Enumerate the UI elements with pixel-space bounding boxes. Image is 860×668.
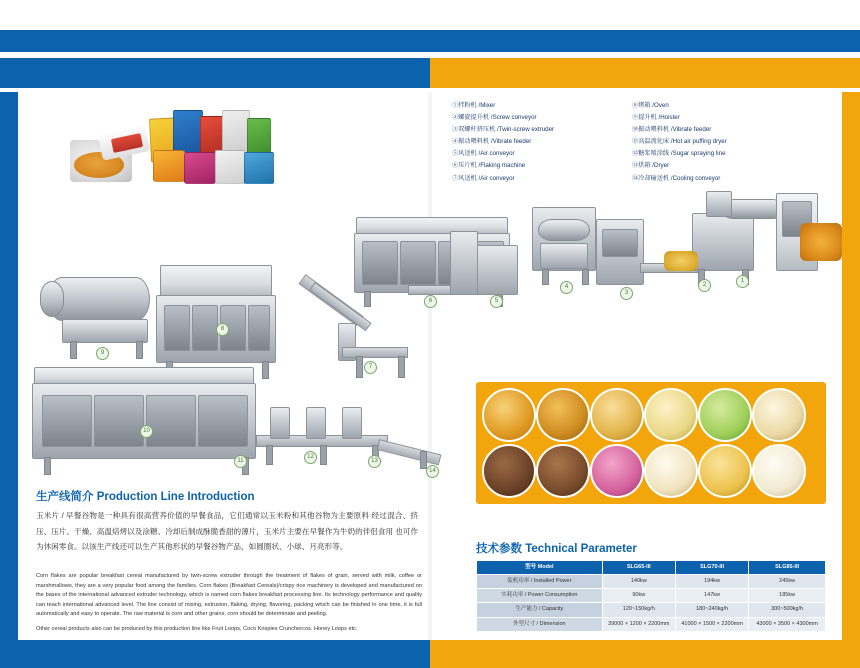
- dryer-panel: [400, 241, 436, 285]
- food-photo-corn-puff: [698, 444, 752, 498]
- lower-dryer-panel: [94, 395, 144, 447]
- legend-item: ⑩振动喂料机 /Vibrate feeder: [632, 126, 712, 134]
- header-blue-band: [0, 58, 430, 88]
- legend-item: ④振动喂料机 /Vibrate feeder: [452, 138, 532, 146]
- callout-badge: 7: [364, 361, 377, 374]
- machine-leg: [70, 341, 77, 359]
- table-header-cell: SLG70-III: [675, 561, 748, 575]
- food-photo-flakes-bowl: [536, 388, 590, 442]
- spray-nozzle-stand: [270, 407, 290, 439]
- legend-item: ③双螺杆挤压机 /Twin-screw extruder: [452, 126, 555, 134]
- table-row-label: 装机功率 / Installed Power: [477, 575, 603, 589]
- callout-badge: 5: [490, 295, 503, 308]
- legend-item: ⑦风送机 /Air conveyor: [452, 174, 515, 182]
- table-cell: 120~150kg/h: [602, 603, 675, 617]
- intro-title-en: Production Line Introduction: [96, 491, 255, 503]
- extruded-product-pile: [800, 223, 842, 261]
- food-photo-cereal-rings: [644, 388, 698, 442]
- table-title-en: Technical Parameter: [525, 543, 637, 555]
- right-orange-edge: [842, 92, 860, 668]
- machine-leg: [44, 457, 51, 475]
- table-row-label: 外型尺寸 / Dimension: [477, 617, 603, 631]
- machine-leg: [320, 445, 327, 465]
- hoister-tower: [450, 231, 478, 295]
- table-cell: 39000 × 1200 × 2200mm: [602, 617, 675, 631]
- callout-badge: 6: [424, 295, 437, 308]
- spray-nozzle-stand: [342, 407, 362, 439]
- machine-leg: [262, 361, 269, 379]
- legend-item: ⑤风送机 /Air conveyor: [452, 150, 515, 158]
- food-photo-cereal-milk: [644, 444, 698, 498]
- table-row: [477, 589, 826, 603]
- table-cell: 147kw: [675, 589, 748, 603]
- twin-screw-extruder: [692, 213, 754, 271]
- dryer-panel: [362, 241, 398, 285]
- oven-door: [192, 305, 218, 351]
- table-cell: 300~500kg/h: [749, 603, 826, 617]
- bottom-orange-bar: [430, 640, 860, 668]
- drum-base: [62, 319, 148, 343]
- left-blue-edge: [0, 92, 18, 668]
- oven-door: [164, 305, 190, 351]
- callout-badge: 4: [560, 281, 573, 294]
- legend-item: ⑨提升机 /Hoister: [632, 114, 680, 122]
- table-row: [477, 575, 826, 589]
- legend-item: ⑭冷却输送机 /Cooling conveyor: [632, 174, 721, 182]
- table-header-row: [477, 561, 826, 575]
- table-row-label: 生产能力 / Capacity: [477, 603, 603, 617]
- food-photo-choco-balls: [482, 444, 536, 498]
- control-panel: [602, 229, 638, 257]
- table-cell: 43000 × 3500 × 4300mm: [749, 617, 826, 631]
- table-title: [476, 540, 637, 556]
- flake-product-pile: [664, 251, 698, 271]
- food-photo-honey-loops: [590, 388, 644, 442]
- callout-badge: 9: [96, 347, 109, 360]
- technical-parameter-table: [476, 560, 826, 632]
- legend-item: ⑥压片机 /Flaking machine: [452, 162, 526, 170]
- legend-item: ⑧烤箱 /Oven: [632, 102, 669, 109]
- table-row-label: 实耗功率 / Power Consumption: [477, 589, 603, 603]
- table-header-cell: 型号 Model: [477, 561, 603, 575]
- intro-title: [36, 488, 255, 504]
- spray-nozzle-stand: [306, 407, 326, 439]
- food-photo-fruit-rings: [590, 444, 644, 498]
- intro-english-paragraph: Other cereal products also can be produced by this production line like Fruit Loops, Coco Krispies Crunchercos. Honey Loops etc.: [36, 626, 358, 633]
- machine-leg: [356, 356, 363, 378]
- machine-leg: [136, 341, 143, 359]
- bottom-blue-bar: [0, 640, 430, 668]
- machine-leg: [582, 269, 589, 285]
- intro-chinese-text: 玉米片 / 早餐谷物是一种具有很高营养价值的早餐食品，它们通常以玉米粉和其他谷物为主要原料 经过混合、挤压、压片、干燥、高温焙烤以及涂糖、冷却后制成酥脆香甜的薄片，玉米片主要在早餐作为牛奶的伴侣食用 也可作为休闲零食。以该生产线还可以生产其他形状的早餐谷物产品，如圆圈状、小球、月亮形等。: [36, 511, 418, 552]
- machine-leg: [542, 269, 549, 285]
- table-cell: 140kw: [602, 575, 675, 589]
- table-title-cn: 技术参数: [476, 543, 522, 555]
- food-photo-curls: [752, 444, 806, 498]
- lower-dryer-panel: [42, 395, 92, 447]
- cooling-drum-end: [40, 281, 64, 317]
- callout-badge: 8: [216, 323, 229, 336]
- food-photo-oat-rings: [752, 388, 806, 442]
- callout-badge: 10: [140, 425, 153, 438]
- top-blue-bar: [0, 30, 860, 52]
- lower-dryer-panel: [146, 395, 196, 447]
- legend-item: ②螺旋提升机 /Screw conveyor: [452, 114, 537, 122]
- callout-badge: 3: [620, 287, 633, 300]
- callout-badge: 12: [304, 451, 317, 464]
- feeder-hopper: [706, 191, 732, 217]
- intro-english-text: [36, 572, 422, 640]
- flaking-roller: [538, 219, 590, 241]
- food-photo-corn-flakes: [482, 388, 536, 442]
- callout-badge: 1: [736, 275, 749, 288]
- lower-dryer-panel: [198, 395, 248, 447]
- food-photo-fruit-loops: [698, 388, 752, 442]
- callout-badge: 14: [426, 465, 439, 478]
- oven-door: [248, 305, 270, 351]
- table-header-cell: SLG85-III: [749, 561, 826, 575]
- table-header-cell: SLG65-III: [602, 561, 675, 575]
- food-photo-panel: [476, 382, 826, 504]
- table-cell: 90kw: [602, 589, 675, 603]
- cooling-conveyor: [377, 439, 442, 465]
- header-orange-band: [430, 58, 860, 88]
- legend-item: ⑬烘箱 /Dryer: [632, 162, 670, 170]
- machine-leg: [398, 356, 405, 378]
- table-row: [477, 603, 826, 617]
- table-cell: 41000 × 1500 × 2200mm: [675, 617, 748, 631]
- table-cell: 194kw: [675, 575, 748, 589]
- machine-leg: [364, 291, 371, 307]
- oven-top: [160, 265, 272, 297]
- machine-leg: [420, 451, 427, 469]
- legend-item: ⑫糖浆喷涂线 /Sugar spraying line: [632, 150, 726, 158]
- legend-item: ①拌粉机 /Mixer: [452, 102, 496, 109]
- flaker-base: [540, 243, 588, 269]
- legend-item: ⑪高温流化床 /Hot air puffing dryer: [632, 138, 727, 146]
- table-cell: 245kw: [749, 575, 826, 589]
- intro-title-cn: 生产线简介: [36, 491, 94, 503]
- callout-badge: 11: [234, 455, 247, 468]
- table-row: [477, 617, 826, 631]
- machine-leg: [266, 445, 273, 465]
- table-cell: 180~240kg/h: [675, 603, 748, 617]
- food-photo-coco-crunch: [536, 444, 590, 498]
- table-cell: 185kw: [749, 589, 826, 603]
- callout-badge: 2: [698, 279, 711, 292]
- intro-english-paragraph: Corn flakes are popular breakfast cereal manufactured by twin-screw extruder through the treatment of flakes of grain, served with milk, coffee or marshmallows, they are a very popular food among the families. Corn flakes (Breakfast Cereals)/crispy rice machinery is developed and manufactured on the bases of the international advanced extruder technology, which is named corn flakes breakfast processing line. Its technology performance and quality can teach international advanced level. The line consist of mixing, extrusion, flaking, drying, flavoring, packing which can be finished in one time, it is full automatically and easy to operate. The raw material is corn and other grains, corn should be determinate and peeling.: [36, 573, 422, 618]
- callout-badge: 13: [368, 455, 381, 468]
